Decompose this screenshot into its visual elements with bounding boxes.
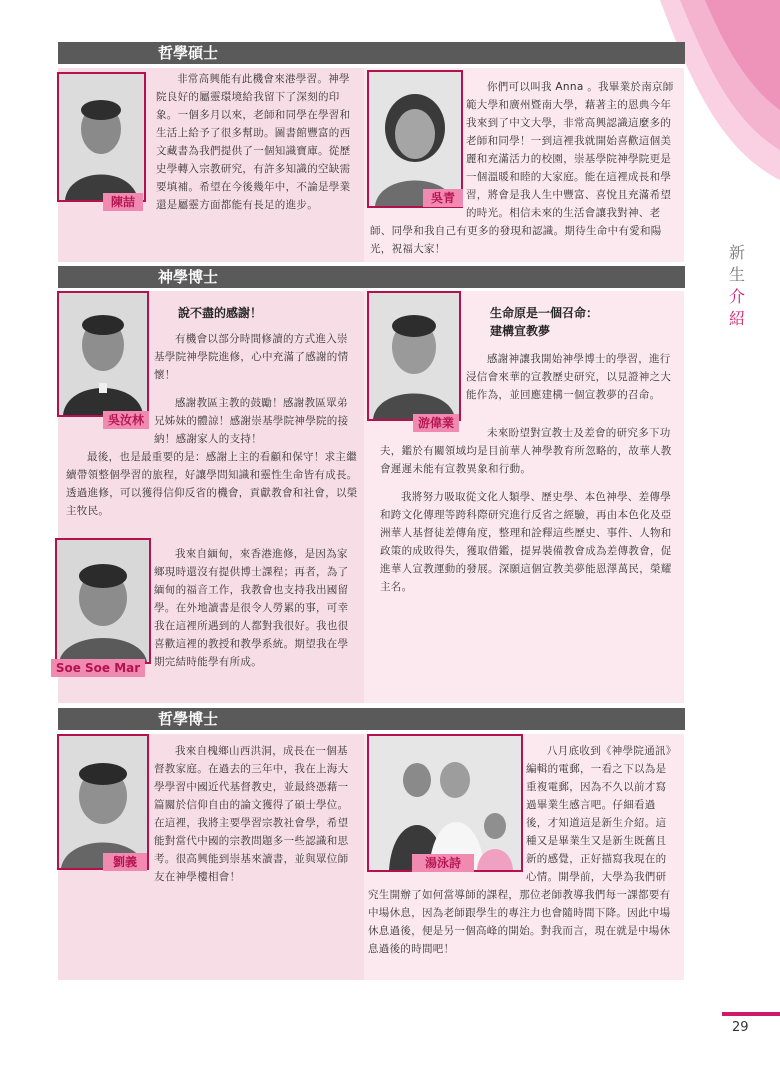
student-name: 陳喆 bbox=[103, 193, 143, 211]
intro-paragraph: 我將努力吸取從文化人類學、歷史學、本色神學、差傳學和跨文化傳理等跨科際研究進行反省之經驗，再由本色化及亞洲華人基督徒差傳角度，整理和詮釋這些歷史、事件、人物和政策的成敗得失，獲取借鑑，提昇裝備教會成為差傳教會，促進華人宣教運動的發展。深願這個宣教美夢能恩澤萬民，榮耀主名。 bbox=[380, 491, 672, 593]
text-wrap-spacer bbox=[370, 78, 466, 212]
intro-paragraph: 非常高興能有此機會來港學習。神學院良好的屬靈環境給我留下了深刻的印象。一個多月以來，老師和同學在學習和生活上給予了很多幫助。圖書館豐富的西文藏書為我們提供了一個知識寶庫。從歷史學轉入宗教研究，有許多知識的空缺需要填補。希望在今後幾年中，不論是學業還是屬靈方面都能有長足的進步。 bbox=[156, 73, 351, 211]
student-intro bbox=[370, 78, 674, 258]
intro-paragraph: 最後，也是最重要的是：感謝上主的看顧和保守！求主繼續帶領整個學習的旅程，好讓學問知識和靈性生命皆有成長。透過進修，可以獲得信仰反省的機會，貢獻教會和社會，以榮主牧民。 bbox=[66, 451, 358, 517]
intro-paragraph: 八月底收到《神學院通訊》編輯的電郵，一看之下以為是重複電郵，因為不久以前才寫過畢業生感言吧。仔細看過後，才知道這是新生介紹。這種又是畢業生又是新生既舊且新的感覺，正好描寫我現在的心情。開學前，大學為我們研究生開辦了如何當導師的課程，那位老師教導我們每一課都要有中場休息，因為老師跟學生的專注力也會隨時間下降。因此中場休息過後，便是另一個高峰的開始。對我而言，現在就是中場休息過後的時間吧！ bbox=[368, 745, 672, 955]
student-intro bbox=[466, 350, 676, 404]
intro-paragraph: 感謝教區主教的鼓勵！感謝教區眾弟兄姊妹的體諒！感謝崇基學院神學院的接納！感謝家人的支持！ bbox=[154, 397, 349, 445]
intro-paragraph: 你們可以叫我 Anna 。我畢業於南京師範大學和廣州暨南大學，藉著主的恩典今年我來到了中文大學，非常高興認識這麼多的老師和同學！一到這裡我就開始喜歡這個美麗和充滿活力的校園，崇基學院神學院更是一個溫暖和睦的大家庭。能在這裡成長和學習，將會是我人生中豐富、喜悅且充滿希望的時光。相信未來的生活會讓我對神、老師、同學和我自己有更多的發現和認識。期待生命中有愛和陽光，祝福大家！ bbox=[370, 81, 674, 255]
side-char: 介 bbox=[728, 287, 745, 306]
side-char: 新 bbox=[728, 243, 745, 262]
student-intro bbox=[368, 742, 676, 958]
student-photo bbox=[55, 538, 151, 664]
page-number-rule bbox=[722, 1012, 780, 1016]
phd-heading: 哲學博士 bbox=[58, 708, 685, 730]
student-name: 吳青 bbox=[423, 189, 463, 207]
student-photo bbox=[57, 734, 149, 870]
side-char: 紹 bbox=[728, 309, 745, 328]
student-intro bbox=[154, 742, 358, 886]
mphil-heading: 哲學碩士 bbox=[58, 42, 685, 64]
intro-paragraph: 感謝神讓我開始神學博士的學習，進行浸信會來華的宣教歷史研究，以見證神之大能作為，並回應建構一個宣教夢的召命。 bbox=[466, 353, 672, 401]
text-wrap-spacer bbox=[380, 424, 466, 428]
intro-paragraph: 未來盼望對宣教士及差會的研究多下功夫，鑑於有關領域均是目前華人神學教育所忽略的，故華人教會遲遲未能有宣教異象和行動。 bbox=[380, 427, 672, 475]
page-number: 29 bbox=[732, 1020, 749, 1035]
essay-subtitle: 生命原是一個召命： bbox=[490, 306, 599, 320]
student-name: 劉義 bbox=[103, 853, 147, 871]
student-name: Soe Soe Mar bbox=[51, 659, 145, 677]
student-photo bbox=[367, 291, 461, 421]
student-intro bbox=[66, 448, 358, 520]
student-name: 游偉業 bbox=[413, 414, 459, 432]
student-intro bbox=[154, 330, 358, 448]
intro-paragraph: 有機會以部分時間修讀的方式進入崇基學院神學院進修，心中充滿了感謝的情懷！ bbox=[154, 333, 349, 381]
intro-paragraph: 我來自槐鄉山西洪洞，成長在一個基督教家庭。在過去的三年中，我在上海大學學習中國近代基督教史，並最終憑藉一篇關於信仰自由的論文獲得了碩士學位。在這裡，我將主要學習宗教社會學，希望能對當代中國的宗教問題多一些認識和思考。很高興能到崇基來讀書，並與眾位師友在神學樓相會！ bbox=[154, 745, 349, 883]
student-photo bbox=[57, 291, 149, 417]
section-side-title bbox=[728, 242, 746, 330]
student-name: 吳汝林 bbox=[103, 411, 149, 429]
side-char: 生 bbox=[728, 265, 745, 284]
essay-subtitle: 說不盡的感謝！ bbox=[178, 306, 263, 320]
intro-paragraph: 我來自緬甸，來香港進修，是因為家鄉現時還沒有提供博士課程；再者，為了緬甸的福音工作，我教會也支持我出國留學。在外地讀書是很令人勞累的事，可幸我在這裡所遇到的人都對我很好。我也很喜歡這裡的教授和教學系統。期望我在學期完結時能學有所成。 bbox=[154, 548, 349, 668]
student-intro bbox=[156, 70, 356, 214]
text-wrap-spacer bbox=[368, 742, 526, 876]
student-intro bbox=[380, 424, 676, 596]
student-photo bbox=[57, 72, 146, 202]
dth-heading: 神學博士 bbox=[58, 266, 685, 288]
student-name: 湯泳詩 bbox=[412, 854, 474, 872]
essay-subtitle: 建構宣教夢 bbox=[490, 324, 551, 338]
student-intro bbox=[154, 545, 358, 671]
